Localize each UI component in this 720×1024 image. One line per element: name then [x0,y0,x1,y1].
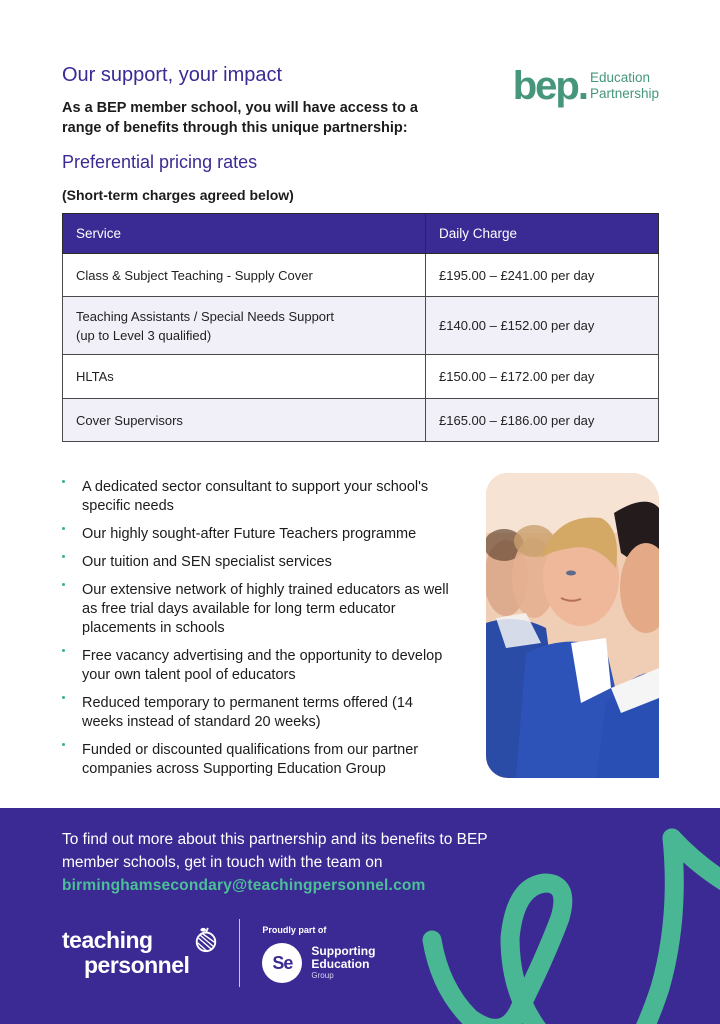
footer-brands [62,918,375,988]
se-logo-line1: Supporting [311,943,376,958]
list-item [62,694,452,732]
list-item [62,525,452,544]
bep-logo-words [590,70,659,102]
contact-email-link[interactable]: birminghamsecondary@teachingpersonnel.com [62,877,426,894]
contact-cta [62,828,502,897]
se-logo-mark: Se [262,943,302,983]
list-item [62,553,452,572]
benefit-text: Our tuition and SEN specialist services [82,554,332,570]
page-title: Our support, your impact [62,64,283,86]
footer-divider [239,919,240,987]
table-row [63,254,659,297]
benefit-text: Funded or discounted qualifications from our partner companies across Supporting Education Group [82,742,419,777]
se-logo-line3: Group [311,970,334,980]
table-row [63,399,659,442]
tp-logo-line2: personnel [84,952,190,978]
intro-text: As a BEP member school, you will have access to a range of benefits through this unique partnership: [62,100,418,136]
charge-cell: £195.00 – £241.00 per day [426,254,659,297]
pricing-heading: Preferential pricing rates [62,152,258,172]
table-row [63,355,659,399]
students-illustration [486,473,659,778]
table-row [63,297,659,355]
pricing-note: (Short-term charges agreed below) [62,187,294,203]
benefit-text: A dedicated sector consultant to support your school's specific needs [82,479,429,514]
bullet-icon [62,649,65,652]
charge-cell: £150.00 – £172.00 per day [426,355,659,399]
apple-icon [193,926,219,954]
bullet-icon [62,696,65,699]
benefit-text: Our extensive network of highly trained educators as well as free trial days available for long term educator placements in schools [82,582,449,636]
teaching-personnel-logo [62,928,219,978]
list-item [62,647,452,685]
service-cell [63,399,426,442]
service-name: Class & Subject Teaching - Supply Cover [76,267,313,283]
pricing-table [62,213,659,442]
footer [0,808,720,1024]
bullet-icon [62,527,65,530]
tp-logo-line1: teaching [62,927,153,953]
students-photo [486,473,659,778]
service-cell [63,254,426,297]
bep-logo-line1: Education [589,70,650,85]
column-header-daily-charge: Daily Charge [426,214,659,254]
service-qualifier: (up to Level 3 qualified) [76,327,212,343]
list-item [62,581,452,638]
service-name: Teaching Assistants / Special Needs Support [76,308,334,324]
service-cell [63,297,426,355]
se-logo [262,943,375,983]
charge-cell: £140.00 – £152.00 per day [426,297,659,355]
se-block [262,924,375,983]
service-cell [63,355,426,399]
bep-logo-line2: Partnership [589,86,659,101]
benefits-list [62,478,452,788]
bullet-icon [62,743,65,746]
service-name: HLTAs [76,369,114,384]
header-text [62,62,452,138]
bullet-icon [62,555,65,558]
bep-logo-mark: bep. [512,64,587,108]
list-item [62,478,452,516]
bullet-icon [62,480,65,483]
service-name: Cover Supervisors [76,412,183,428]
list-item [62,741,452,779]
charge-cell: £165.00 – £186.00 per day [426,399,659,442]
table-header-row [63,214,659,254]
se-logo-line2: Education [311,956,370,971]
column-header-service: Service [63,214,426,254]
benefit-text: Reduced temporary to permanent terms offered (14 weeks instead of standard 20 weeks) [82,695,413,730]
benefit-text: Free vacancy advertising and the opportunity to develop your own talent pool of educators [82,648,443,683]
benefit-text: Our highly sought-after Future Teachers programme [82,526,417,542]
cta-text: To find out more about this partnership and its benefits to BEP member schools, get in touch with the team on [62,831,488,871]
proudly-part-of-label: Proudly part of [262,924,327,935]
header-row [62,62,659,138]
bullet-icon [62,583,65,586]
tp-logo-words [62,928,189,978]
top-section [62,62,659,442]
bep-logo [513,64,659,108]
se-logo-words [311,945,375,981]
